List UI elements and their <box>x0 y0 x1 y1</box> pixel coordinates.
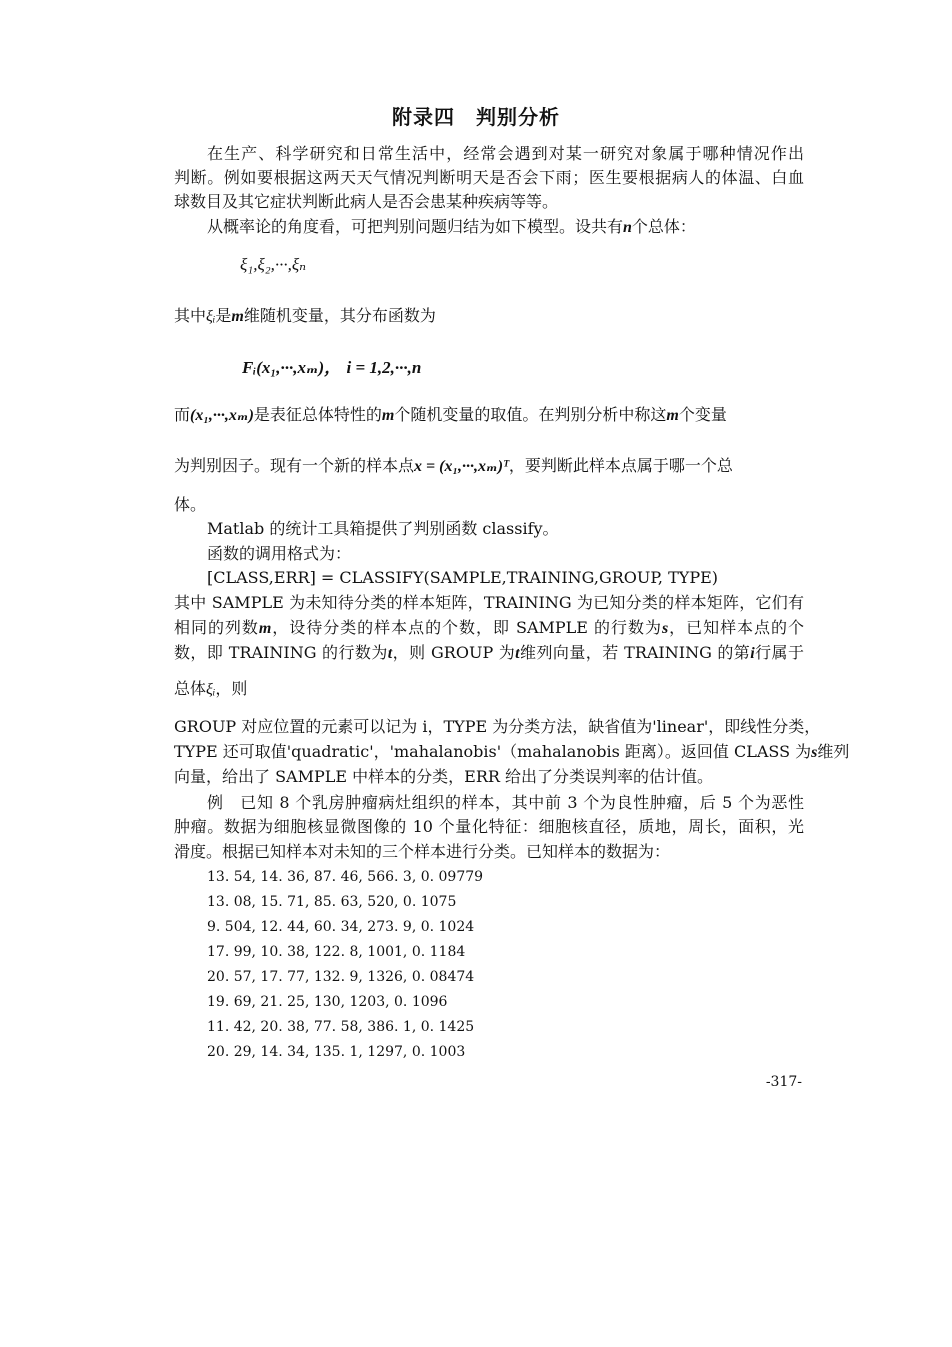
data-row: 13. 08, 15. 71, 85. 63, 520, 0. 1075 <box>207 894 457 910</box>
var-m: m <box>381 407 395 424</box>
paragraph-line <box>174 404 804 427</box>
paragraph-line: 向量，给出了 SAMPLE 中样本的分类，ERR 给出了分类误判率的估计值。 <box>174 767 714 786</box>
var-s: s <box>661 620 669 637</box>
data-row: 17. 99, 10. 38, 122. 8, 1001, 0. 1184 <box>207 944 466 960</box>
text-span: TYPE 还可取值'quadratic'，'mahalanobis'（mahalanobis 距离）。返回值 CLASS 为 <box>174 742 812 761</box>
code-line: [CLASS,ERR] = CLASSIFY(SAMPLE,TRAINING,GROUP, TYPE) <box>207 568 719 587</box>
paragraph-line: 其中 SAMPLE 为未知待分类的样本矩阵，TRAINING 为已知分类的样本矩阵，它们有 <box>174 593 804 612</box>
text-span: 从概率论的角度看，可把判别问题归结为如下模型。设共有 <box>207 217 624 236</box>
var-m: m <box>231 308 244 325</box>
data-row: 20. 29, 14. 34, 135. 1, 1297, 0. 1003 <box>207 1044 466 1060</box>
var-t: t <box>387 645 393 662</box>
var-s: s <box>811 744 818 761</box>
page-number: -317- <box>765 1074 802 1090</box>
text-span: 维列向量，若 TRAINING 的第 <box>519 643 751 662</box>
population-list: ξ₁,ξ₂,···,ξₙ <box>240 255 307 274</box>
text-span: 维列 <box>817 742 850 761</box>
var-m: m <box>666 407 679 424</box>
vector-x: (x₁,···,xₘ) <box>190 407 254 424</box>
text-span: ，要判断此样本点属于哪一个总 <box>508 456 733 475</box>
text-span: 个总体： <box>631 217 696 236</box>
var-m: m <box>258 620 272 637</box>
text-span: 是表征总体特性的 <box>253 405 382 424</box>
data-row: 19. 69, 21. 25, 130, 1203, 0. 1096 <box>207 994 448 1010</box>
paragraph-line: Matlab 的统计工具箱提供了判别函数 classify。 <box>207 519 559 538</box>
text-span: 为判别因子。现有一个新的样本点 <box>174 456 415 475</box>
data-row: 11. 42, 20. 38, 77. 58, 386. 1, 0. 1425 <box>207 1019 475 1035</box>
paragraph-line <box>174 305 804 328</box>
text-span: ，设待分类的样本点的个数，即 SAMPLE 的行数为 <box>271 618 662 637</box>
paragraph-line: 球数目及其它症状判断此病人是否会患某种疾病等等。 <box>174 192 559 211</box>
paragraph-line <box>174 678 804 701</box>
xi-i: ξᵢ <box>206 681 216 698</box>
distribution-function <box>242 353 421 378</box>
paragraph-line: 判断。例如要根据这两天天气情况判断明天是否会下雨；医生要根据病人的体温、白血 <box>174 168 804 187</box>
paragraph-line: 肿瘤。数据为细胞核显微图像的 10 个量化特征：细胞核直径，质地，周长，面积，光 <box>174 817 804 836</box>
xi-i: ξᵢ <box>206 308 216 325</box>
var-n: n <box>623 219 632 236</box>
page-title: 附录四 判别分析 <box>392 105 560 129</box>
paragraph-line <box>174 741 850 764</box>
text-span: 个随机变量的取值。在判别分析中称这 <box>394 405 667 424</box>
text-span: ，则 <box>215 679 248 698</box>
text-span: 而 <box>174 405 191 424</box>
paragraph-line <box>174 455 804 478</box>
paragraph-line: 滑度。根据已知样本对未知的三个样本进行分类。已知样本的数据为： <box>174 842 671 861</box>
new-sample-point: x = (x₁,···,xₘ)ᵀ <box>414 458 509 475</box>
text-span: 相同的列数 <box>174 618 259 637</box>
paragraph-line: 体。 <box>174 495 207 514</box>
paragraph-line <box>174 642 804 665</box>
text-span: 行属于 <box>754 643 804 662</box>
var-i: i <box>750 645 755 662</box>
text-span: 是 <box>215 306 232 325</box>
text-span: 维随机变量，其分布函数为 <box>243 306 436 325</box>
paragraph-line <box>174 617 804 640</box>
text-span: 个变量 <box>678 405 727 424</box>
paragraph-line: 函数的调用格式为： <box>207 544 352 563</box>
var-t: t <box>515 645 520 662</box>
data-row: 20. 57, 17. 77, 132. 9, 1326, 0. 08474 <box>207 969 475 985</box>
data-row: 9. 504, 12. 44, 60. 34, 273. 9, 0. 1024 <box>207 919 475 935</box>
paragraph-line <box>207 216 804 239</box>
data-row: 13. 54, 14. 36, 87. 46, 566. 3, 0. 09779 <box>207 869 484 885</box>
dist-func: Fᵢ(x₁,···,xₘ)， <box>242 358 342 377</box>
text-span: 总体 <box>174 679 207 698</box>
text-span: 数，即 TRAINING 的行数为 <box>174 643 388 662</box>
dist-index: i = 1,2,···,n <box>346 358 422 377</box>
paragraph-line: GROUP 对应位置的元素可以记为 i，TYPE 为分类方法，缺省值为'linear'，即线性分类， <box>174 717 821 736</box>
text-span: ，则 GROUP 为 <box>392 643 516 662</box>
paragraph-line: 在生产、科学研究和日常生活中，经常会遇到对某一研究对象属于哪种情况作出 <box>207 144 804 163</box>
paragraph-line: 例 已知 8 个乳房肿瘤病灶组织的样本，其中前 3 个为良性肿瘤，后 5 个为恶性 <box>207 793 804 812</box>
text-span: ，已知样本点的个 <box>668 618 804 637</box>
text-span: 其中 <box>174 306 207 325</box>
